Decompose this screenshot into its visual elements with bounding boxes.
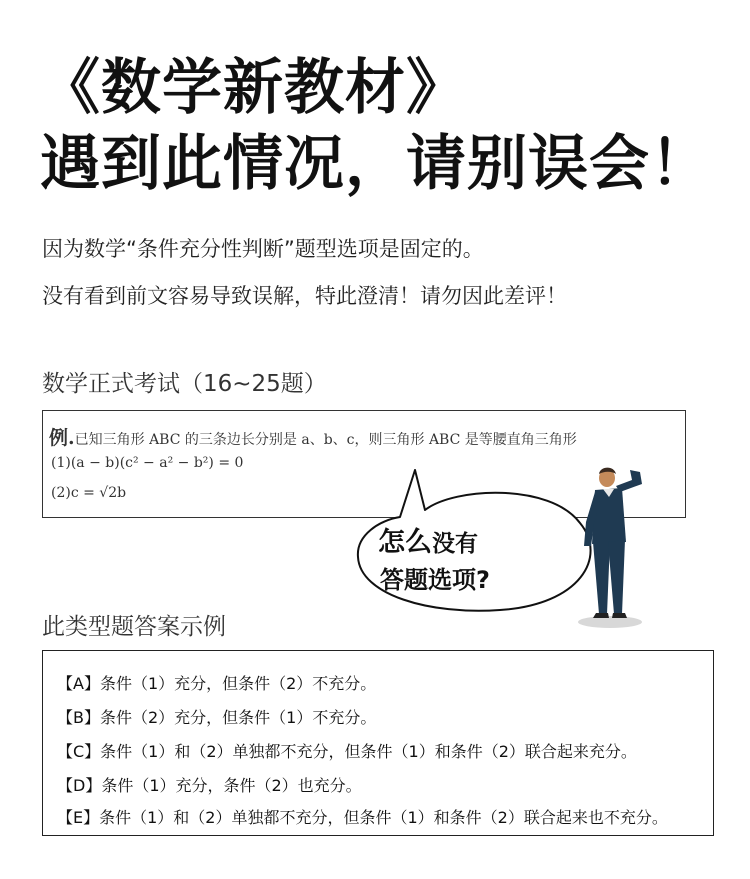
option-b: 【B】条件（2）充分，但条件（1）不充分。 [57, 708, 377, 727]
example-question-text: 已知三角形 ABC 的三条边长分别是 a、b、c，则三角形 ABC 是等腰直角三角形 [74, 432, 577, 448]
option-d: 【D】条件（1）充分，条件（2）也充分。 [57, 776, 362, 795]
bubble-big-text: 怎么 [378, 527, 432, 558]
exam-section-title: 数学正式考试（16~25题） [42, 371, 327, 397]
option-a: 【A】条件（1）充分，但条件（2）不充分。 [57, 674, 377, 693]
bubble-line-1 [378, 520, 478, 559]
bubble-line-2: 答题选项? [380, 566, 490, 594]
condition-1: (1)(a − b)(c² − a² − b²) = 0 [51, 455, 244, 471]
answer-options-box [42, 650, 714, 836]
intro-line-2: 没有看到前文容易导致误解，特此澄清！请勿因此差评！ [42, 284, 567, 308]
page-title-line-1: 《数学新教材》 [40, 53, 467, 123]
condition-2: (2)c = √2b [51, 485, 127, 501]
page-title-line-2: 遇到此情况，请别误会！ [40, 129, 711, 199]
intro-line-1: 因为数学“条件充分性判断”题型选项是固定的。 [42, 237, 484, 261]
example-label: 例. [49, 427, 75, 449]
bubble-small-text: 没有 [432, 531, 478, 557]
option-e: 【E】条件（1）和（2）单独都不充分，但条件（1）和条件（2）联合起来也不充分。 [57, 808, 668, 827]
example-question [49, 423, 577, 450]
option-c: 【C】条件（1）和（2）单独都不充分，但条件（1）和条件（2）联合起来充分。 [57, 742, 637, 761]
answer-section-title: 此类型题答案示例 [42, 614, 226, 640]
confused-businessman-icon [560, 462, 660, 630]
